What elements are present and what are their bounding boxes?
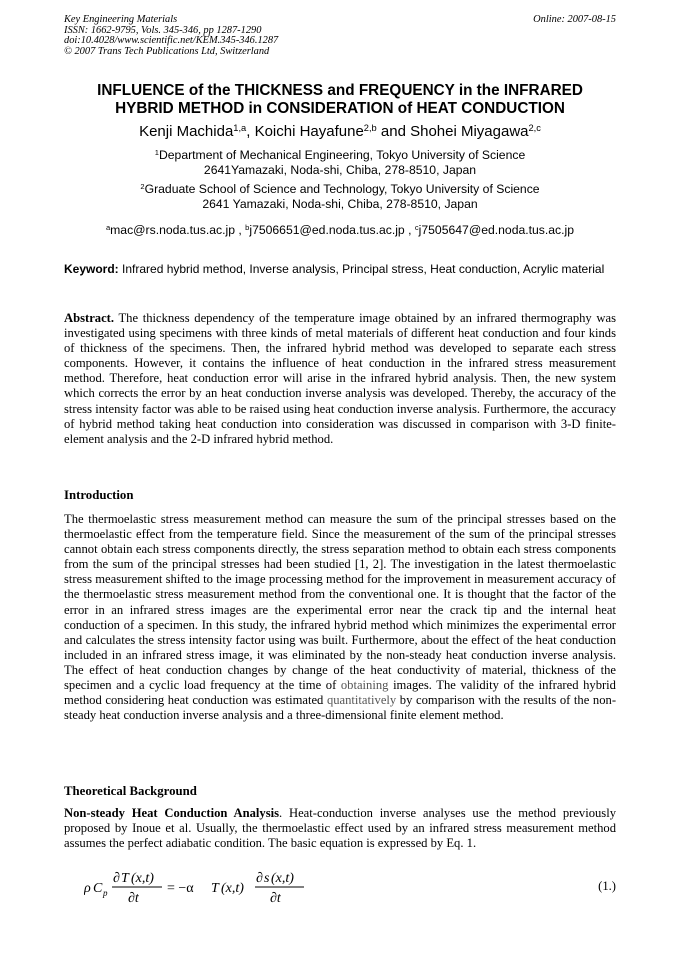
affiliation-department: Graduate School of Science and Technology, Tokyo University of Science	[144, 182, 540, 196]
keywords-label: Keyword:	[64, 262, 119, 276]
email-separator: ,	[404, 223, 415, 237]
journal-name: Key Engineering Materials	[64, 14, 178, 25]
eq-args3: (x,t)	[271, 871, 294, 886]
affiliation-address: 2641Yamazaki, Noda-shi, Chiba, 278-8510, Japan	[203, 162, 477, 177]
theory-heading: Theoretical Background	[64, 784, 197, 798]
title-line-2: HYBRID METHOD in CONSIDERATION of HEAT CONDUCTION	[115, 100, 565, 117]
author-separator: ,	[246, 123, 255, 140]
email-mark: c	[414, 222, 419, 232]
email-mark: b	[245, 222, 250, 232]
eq-rho: ρ	[84, 881, 91, 896]
eq-args: (x,t)	[131, 871, 154, 886]
author-emails	[64, 223, 616, 238]
author-list	[64, 123, 616, 141]
subsection-text: . Heat-conduction inverse analyses use the method previously proposed by Inoue et al. Usually, the thermoelastic effect used by an infrared stress measurement method assumes the perfect adiabatic condition. The basic equation is expressed by Eq. 1.	[64, 806, 616, 851]
introduction-text	[64, 512, 616, 723]
introduction-paragraph: by comparison with the results of the non-steady heat conduction inverse analysis and a three-dimensional finite element method.	[64, 693, 617, 723]
paper-title	[64, 82, 616, 118]
affiliation-address: 2641 Yamazaki, Noda-shi, Chiba, 278-8510, Japan	[202, 196, 478, 211]
author-affiliation-mark: 2,b	[363, 122, 377, 133]
abstract	[64, 311, 616, 447]
journal-copyright: © 2007 Trans Tech Publications Ltd, Switzerland	[64, 45, 270, 57]
eq-partial: ∂	[113, 871, 120, 886]
eq-c: C	[93, 881, 103, 896]
eq-s: s	[264, 871, 270, 886]
email-mark: a	[105, 222, 111, 232]
author-affiliation-mark: 2,c	[528, 122, 541, 133]
eq-dt: ∂t	[128, 891, 139, 906]
affiliation-1	[64, 148, 616, 177]
eq-args2: (x,t)	[221, 881, 244, 896]
online-date: Online: 2007-08-15	[533, 14, 616, 25]
email-address[interactable]: mac@rs.noda.tus.ac.jp	[110, 223, 235, 237]
keywords	[64, 262, 616, 276]
equation-1	[84, 870, 604, 906]
affiliation-mark: 1	[154, 147, 159, 157]
eq-T: T	[121, 871, 129, 886]
introduction-word: obtaining	[340, 678, 389, 693]
journal-header	[64, 15, 616, 57]
author-name: Kenji Machida	[139, 123, 234, 140]
eq-dt2: ∂t	[270, 891, 281, 906]
eq-partial2: ∂	[256, 871, 263, 886]
abstract-label: Abstract.	[64, 311, 115, 325]
eq-T2: T	[211, 881, 219, 896]
journal-doi: doi:10.4028/www.scientific.net/KEM.345-346.1287	[64, 35, 279, 47]
affiliation-2	[64, 182, 616, 211]
eq-equals-alpha: = −α	[167, 881, 194, 896]
subsection-label: Non-steady Heat Conduction Analysis	[64, 806, 280, 820]
abstract-text: The thickness dependency of the temperature image obtained by an infrared thermography was investigated using specimens with three kinds of metal materials of different heat conduction and four kinds of thickness of the specimens. Then, the infrared hybrid method was developed to separate each stress components. However, it contains the influence of heat conduction in the infrared stress measurement method. Therefore, heat conduction error will arise in the infrared hybrid analysis. Then, the new system which corrects the error by an heat conduction inverse analysis was developed. Thereby, the accuracy of the stress intensity factor was able to be raised using heat conduction inverse analysis. Furthermore, the accuracy of hybrid method taking heat conduction into consideration was discussed in comparison with 3-D finite-element analysis and the 2-D infrared hybrid method.	[64, 311, 616, 446]
eq-p: p	[103, 888, 108, 898]
author-separator: and	[376, 123, 411, 140]
introduction-word: quantitatively	[326, 693, 397, 708]
introduction-paragraph: images. The validity of the infrared hybrid method considering heat conduction was estimated	[64, 678, 616, 708]
equation-number: (1.)	[598, 879, 616, 893]
author-name: Koichi Hayafune	[254, 123, 364, 140]
email-separator: ,	[234, 223, 246, 237]
introduction-heading: Introduction	[64, 488, 134, 502]
theory-paragraph	[64, 806, 616, 851]
introduction-paragraph: The thermoelastic stress measurement method can measure the sum of the principal stresses based on the thermoelastic effect from the temperature field. Since the measurement of the sum of the principal stresses cannot obtain each stress components directly, the stress separation method to obtain each stress components from the sum of the principal stresses had been studied [1, 2]. The investigation in the latest thermoelastic stress measurement shifted to the image processing method for the improvement in measurement accuracy of the thermoelastic stress measurement method from the conventional one. It is thought that the factor of the error in an infrared stress images are the experimental error near the crack tip and the internal heat conduction of a specimen. In this study, the infrared hybrid method which minimizes the experimental error and calculates the stress intensity factor using was built. Furthermore, about the effect of the heat conduction included in an infrared stress image, it was eliminated by the non-steady heat conduction inverse analysis. The effect of heat conduction changes by change of the heat conductivity of material, thickness of the specimen and a cyclic load frequency at the time of	[64, 512, 616, 693]
keywords-text: Infrared hybrid method, Inverse analysis, Principal stress, Heat conduction, Acrylic material	[118, 262, 605, 276]
title-line-1: INFLUENCE of the THICKNESS and FREQUENCY in the INFRARED	[97, 82, 583, 99]
journal-issn: ISSN: 1662-9795, Vols. 345-346, pp 1287-1290	[64, 24, 262, 36]
affiliation-mark: 2	[140, 181, 145, 191]
affiliation-department: Department of Mechanical Engineering, Tokyo University of Science	[158, 148, 526, 162]
email-address[interactable]: j7506651@ed.noda.tus.ac.jp	[249, 223, 405, 237]
author-name: Shohei Miyagawa	[410, 123, 529, 140]
email-address[interactable]: j7505647@ed.noda.tus.ac.jp	[418, 223, 575, 237]
author-affiliation-mark: 1,a	[233, 122, 247, 133]
